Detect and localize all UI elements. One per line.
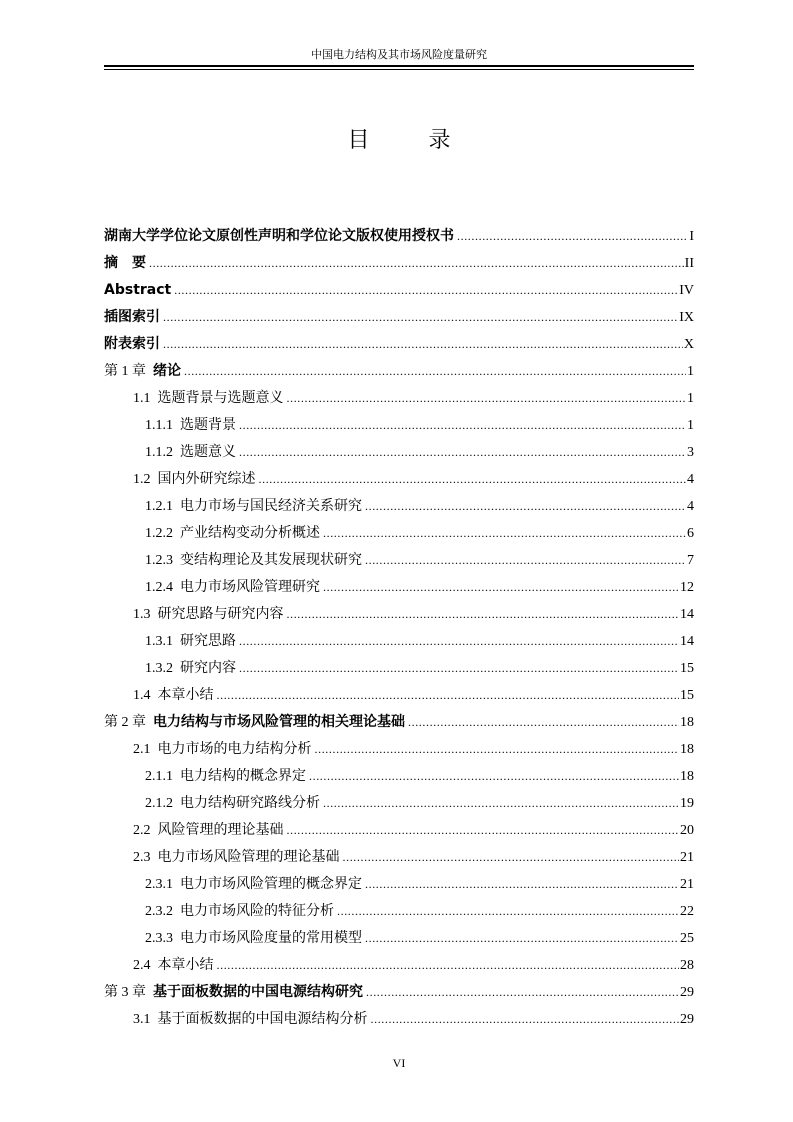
toc-leader-dots	[174, 277, 678, 304]
toc-leader-dots	[287, 385, 687, 412]
toc-entry-page: 4	[687, 472, 694, 487]
toc-entry[interactable]	[104, 304, 694, 331]
toc-entry[interactable]	[104, 574, 694, 601]
toc-entry[interactable]	[104, 277, 694, 304]
toc-entry-label: 电力市场与国民经济关系研究	[180, 498, 362, 514]
toc-entry-page: X	[683, 337, 694, 352]
toc-entry-label: 电力市场风险度量的常用模型	[180, 930, 362, 946]
toc-entry-page: 20	[680, 823, 694, 838]
toc-entry-label: 电力市场风险管理的理论基础	[157, 849, 340, 865]
toc-entry-label: 风险管理的理论基础	[157, 822, 284, 838]
toc-leader-dots	[365, 493, 686, 520]
toc-entry-page: 1	[687, 418, 694, 433]
toc-entry-page: IX	[679, 310, 694, 325]
toc-entry-label: 电力市场的电力结构分析	[157, 741, 312, 757]
toc-entry-label: 研究思路与研究内容	[157, 606, 284, 622]
toc-entry-label: 电力结构的概念界定	[180, 768, 306, 784]
toc-entry[interactable]	[104, 466, 694, 493]
toc-entry-page: I	[689, 229, 694, 244]
toc-leader-dots	[323, 520, 686, 547]
toc-entry-label: 选题背景与选题意义	[157, 390, 284, 406]
toc-leader-dots	[315, 736, 680, 763]
toc-entry-label: 产业结构变动分析概述	[180, 525, 320, 541]
toc-entry[interactable]	[104, 709, 694, 736]
toc-entry[interactable]	[104, 547, 694, 574]
toc-entry-label: 湖南大学学位论文原创性声明和学位论文版权使用授权书	[104, 228, 454, 244]
toc-entry[interactable]	[104, 979, 694, 1006]
toc-entry-page: 14	[680, 607, 694, 622]
toc-leader-dots	[371, 1006, 680, 1033]
toc-entry[interactable]	[104, 736, 694, 763]
toc-leader-dots	[323, 790, 679, 817]
toc-leader-dots	[259, 466, 687, 493]
toc-entry-page: 7	[687, 553, 694, 568]
toc-entry[interactable]	[104, 412, 694, 439]
toc-entry[interactable]	[104, 331, 694, 358]
toc-entry-label: 附表索引	[104, 336, 160, 352]
toc-entry-page: 21	[680, 850, 694, 865]
toc-leader-dots	[323, 574, 679, 601]
toc-entry-label: 基于面板数据的中国电源结构研究	[153, 984, 363, 1000]
toc-entry-page: IV	[679, 283, 694, 298]
toc-entry-label: 选题背景	[180, 417, 236, 433]
toc-entry-number: 1.2.1	[145, 499, 173, 514]
toc-leader-dots	[287, 601, 680, 628]
toc-entry[interactable]	[104, 520, 694, 547]
toc-entry-number: 1.4	[133, 688, 151, 703]
toc-entry-number: 1.1.2	[145, 445, 173, 460]
toc-leader-dots	[217, 682, 680, 709]
toc-entry-page: 29	[680, 1012, 694, 1027]
toc-entry-number: 1.2.4	[145, 580, 173, 595]
toc-entry-number: 1.1	[133, 391, 151, 406]
toc-entry-page: 28	[680, 958, 694, 973]
toc-entry-page: 21	[680, 877, 694, 892]
toc-entry-page: 15	[680, 661, 694, 676]
toc-entry-label: 电力结构与市场风险管理的相关理论基础	[153, 714, 405, 730]
toc-leader-dots	[408, 709, 679, 736]
toc-leader-dots	[309, 763, 679, 790]
toc-entry[interactable]	[104, 493, 694, 520]
toc-entry-page: II	[684, 256, 694, 271]
toc-entry[interactable]	[104, 601, 694, 628]
toc-entry-label: 本章小结	[157, 957, 214, 973]
toc-entry-page: 1	[687, 391, 694, 406]
toc-entry[interactable]	[104, 925, 694, 952]
toc-entry-page: 14	[680, 634, 694, 649]
toc-leader-dots	[337, 898, 679, 925]
toc-leader-dots	[239, 439, 686, 466]
toc-entry-number: 2.1.2	[145, 796, 173, 811]
toc-entry-label: 电力结构研究路线分析	[180, 795, 320, 811]
toc-entry-number: 1.3	[133, 607, 151, 622]
toc-leader-dots	[149, 250, 684, 277]
toc-entry-page: 19	[680, 796, 694, 811]
toc-entry-label: 摘 要	[104, 255, 146, 271]
toc-leader-dots	[365, 871, 679, 898]
table-of-contents	[104, 223, 694, 1033]
toc-entry-number: 第 3 章	[104, 985, 146, 1000]
toc-entry-number: 3.1	[133, 1012, 151, 1027]
toc-entry-number: 1.1.1	[145, 418, 173, 433]
toc-entry[interactable]	[104, 952, 694, 979]
toc-entry-number: 第 2 章	[104, 715, 146, 730]
toc-entry-label: 本章小结	[157, 687, 214, 703]
toc-leader-dots	[343, 844, 680, 871]
toc-entry-number: 2.2	[133, 823, 151, 838]
page-number: VI	[392, 1056, 406, 1070]
toc-entry[interactable]	[104, 844, 694, 871]
toc-entry-number: 2.3.3	[145, 931, 173, 946]
toc-entry-label: 选题意义	[180, 444, 236, 460]
toc-entry-label: 电力市场风险管理研究	[180, 579, 320, 595]
toc-entry-page: 1	[687, 364, 694, 379]
toc-entry-label: 研究内容	[180, 660, 236, 676]
toc-entry-number: 1.2.2	[145, 526, 173, 541]
toc-entry-number: 2.4	[133, 958, 151, 973]
toc-entry-label: 电力市场风险的特征分析	[180, 903, 334, 919]
toc-entry[interactable]	[104, 439, 694, 466]
toc-entry-number: 2.1.1	[145, 769, 173, 784]
toc-entry-label: 国内外研究综述	[157, 471, 256, 487]
toc-leader-dots	[239, 655, 679, 682]
toc-entry-number: 1.2.3	[145, 553, 173, 568]
toc-entry-page: 3	[687, 445, 694, 460]
toc-entry[interactable]	[104, 1006, 694, 1033]
toc-entry[interactable]	[104, 871, 694, 898]
toc-entry-page: 18	[680, 715, 694, 730]
toc-leader-dots	[457, 223, 688, 250]
toc-entry-page: 6	[687, 526, 694, 541]
toc-entry-page: 15	[680, 688, 694, 703]
toc-entry-page: 18	[680, 742, 694, 757]
toc-entry-number: 1.2	[133, 472, 151, 487]
toc-leader-dots	[239, 412, 686, 439]
toc-leader-dots	[163, 304, 678, 331]
toc-leader-dots	[184, 358, 686, 385]
toc-entry[interactable]	[104, 790, 694, 817]
toc-entry[interactable]	[104, 682, 694, 709]
toc-entry-page: 4	[687, 499, 694, 514]
toc-entry[interactable]	[104, 817, 694, 844]
toc-entry-page: 25	[680, 931, 694, 946]
toc-entry-label: 变结构理论及其发展现状研究	[180, 552, 362, 568]
page-title: 目 录	[347, 128, 477, 153]
toc-entry-page: 22	[680, 904, 694, 919]
toc-entry-number: 2.3.1	[145, 877, 173, 892]
toc-entry-label: Abstract	[104, 282, 172, 298]
toc-leader-dots	[217, 952, 680, 979]
toc-leader-dots	[366, 979, 679, 1006]
toc-entry-number: 第 1 章	[104, 364, 146, 379]
header-rule-thick	[104, 65, 694, 67]
toc-entry[interactable]	[104, 763, 694, 790]
toc-entry-label: 电力市场风险管理的概念界定	[180, 876, 362, 892]
toc-leader-dots	[287, 817, 680, 844]
toc-entry-label: 基于面板数据的中国电源结构分析	[157, 1011, 368, 1027]
toc-entry[interactable]	[104, 385, 694, 412]
toc-entry-label: 绪论	[153, 363, 181, 379]
header-rule-thin	[104, 69, 694, 70]
toc-leader-dots	[239, 628, 679, 655]
toc-entry-number: 1.3.2	[145, 661, 173, 676]
toc-leader-dots	[163, 331, 683, 358]
toc-entry-page: 29	[680, 985, 694, 1000]
toc-entry-page: 18	[680, 769, 694, 784]
toc-entry-number: 2.1	[133, 742, 151, 757]
toc-entry[interactable]	[104, 628, 694, 655]
toc-entry-number: 2.3	[133, 850, 151, 865]
toc-entry[interactable]	[104, 223, 694, 250]
toc-entry[interactable]	[104, 358, 694, 385]
toc-entry[interactable]	[104, 898, 694, 925]
toc-entry-number: 2.3.2	[145, 904, 173, 919]
toc-entry-page: 12	[680, 580, 694, 595]
running-header: 中国电力结构及其市场风险度量研究	[311, 48, 487, 61]
toc-leader-dots	[365, 547, 686, 574]
toc-entry[interactable]	[104, 250, 694, 277]
toc-entry-label: 插图索引	[104, 309, 160, 325]
toc-leader-dots	[365, 925, 679, 952]
toc-entry[interactable]	[104, 655, 694, 682]
toc-entry-number: 1.3.1	[145, 634, 173, 649]
toc-entry-label: 研究思路	[180, 633, 236, 649]
